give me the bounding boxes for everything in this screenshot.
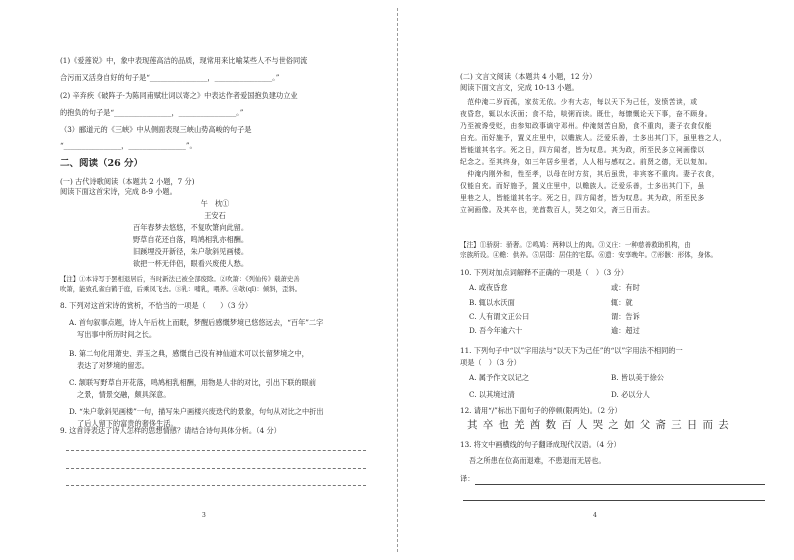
passage-line: 乃至被谗受贬，由参知政事谪守邓州。仲淹刻苦自励，食不重肉，妻子衣食仅能 [460,122,712,130]
question-10-option-b-sentence: B. 辄以水沃面 [469,298,515,307]
question-11-option-d: D. 必以分人 [611,390,650,399]
poem-line: 百年春梦去悠悠，不复吹箫向此留。 [133,223,249,232]
question-10-option-c-gloss: 谓：告诉 [611,312,640,321]
poem-title: 午 枕① [200,199,230,208]
translation-answer-line[interactable] [463,500,765,501]
classical-instruction: 阅读下面文言文，完成 10-13 小题。 [460,83,579,92]
question-2-blank-line: 的抱负的句子是“________________，________________。” [60,108,244,117]
question-10-option-d-gloss: 逾：超过 [611,326,640,335]
poem-note-line: 【注】①本诗写于罢相退居后，当时新法已被全部废除。②吹箫：《列仙传》载萧史善 [60,275,300,283]
question-11: 11. 下列句子中“以”字用法与“以天下为己任”的“以”字用法不相同的一 [460,346,683,355]
question-8-option-c: C. 颔联写野草自开花落，鸣鸠相乳相酬，用物是人非的对比，引出下联的眼前 [69,378,317,387]
question-11-option-a: A. 属予作文以记之 [469,373,530,382]
question-3-blank-line: “________________，________________”。 [60,141,197,150]
passage-line: 自充。而好施予，置义庄里中，以赡族人。泛爱乐善，士多出其门下，虽里巷之人， [460,134,727,142]
answer-line[interactable] [66,468,366,469]
question-3-line: （3）郦道元的《三峡》中从侧面表现三峡山势高峻的句子是 [60,125,252,134]
passage-note-line: 【注】①骄厨：骄奢。②鸣鸠：两种以上的肉。③义庄：一种慈善救助机构，由 [460,241,691,249]
passage-line: 立祠画像。及其卒也，羌酋数百人，哭之如父，斋三日而去。 [460,206,655,214]
question-10-option-a-gloss: 或：有时 [611,283,640,292]
question-12: 12. 请用“/”标出下面句子的停顿(限两处)。（2 分） [460,406,622,415]
question-1-line: (1)《爱莲说》中，象中表现莲高洁的品质，现常用来比喻某些人不与世俗同流 [60,56,308,65]
poem-line: 旧蹊埋没开新径，朱户欹斜见画楼。 [133,247,249,256]
passage-line: 里巷之人，皆能道其名字。死之日，四方闻者，皆为叹息。其为政，所至民多 [460,194,705,202]
answer-line[interactable] [66,485,366,486]
question-10-option-b-gloss: 辄：就 [611,298,633,307]
passage-line: 范仲淹二岁而孤，家贫无依。少有大志，每以天下为己任，发愤苦读，或 [460,98,698,106]
passage-note-line: 宗族所设。④赡：供养。⑤居邸：居住的宅邸。⑥遗：安享晚年。⑦形骸：形体，身体。 [460,251,718,259]
passage-line: 仲淹内刚外和，性至孝，以母在时方贫，其后虽贵，非宾客不重肉。妻子衣食， [460,170,720,178]
poem-line: 野草自花还自落，鸣鸠相乳亦相酬。 [133,235,249,244]
poem-line: 欲把一杯无伴侣，眼看兴废使人愁。 [133,259,249,268]
question-8: 8. 下列对这首宋诗的赏析，不恰当的一项是（ ）（3 分） [60,301,253,310]
question-8-option-b: B. 第二句化用萧史、弄玉之典，感慨自己没有神仙道术可以长留梦境之中， [69,349,309,358]
question-1-blank-line: 合污而又活身自好的句子是“________________，________________。” [60,73,280,82]
passage-line: 仅能自充。而好施予，置义庄里中，以赡族人。泛爱乐善，士多出其门下，虽 [460,182,705,190]
question-9: 9. 这首诗表达了诗人怎样的思想情感？请结合诗句具体分析。（4 分） [60,426,281,435]
question-8-option-b-cont: 表达了对梦境的留恋。 [77,361,149,370]
question-10-option-c-sentence: C. 人有谓文正公曰 [469,312,530,321]
poetry-instruction: 阅读下面这首宋诗，完成 8-9 小题。 [60,187,177,196]
classical-subsection-title: (二) 文言文阅读（本题共 4 小题，12 分） [460,72,597,81]
passage-line: 纪念之。至其终身，如三年居乡里者，人人相与感叹之。前贤之德，无以复加。 [460,158,712,166]
poem-author: 王安石 [204,211,226,220]
question-10: 10. 下列对加点词解释不正确的一项是（ ）（3 分） [460,268,628,277]
passage-line: 皆能道其名字。死之日，四方闻者，皆为叹息。其为政，所至民多立祠画像以 [460,146,705,154]
question-10-option-d-sentence: D. 吾今年逾六十 [469,326,523,335]
section-reading-title: 二、阅读（26 分） [60,158,144,169]
question-11-option-b: B. 皆以美于徐公 [611,373,664,382]
translate-label: 译： [460,474,475,483]
poem-note-line: 吹箫，能致孔雀白鹤于庭，后乘凤飞去。③乳：哺乳，喂养。④欹(qī)：倾斜，歪斜。 [60,285,302,293]
question-10-option-a-sentence: A. 或夜昏怠 [469,283,508,292]
question-13-sentence: 吾之所患在位高而退难，不患退而无居也。 [469,456,606,465]
exam-page-right [397,0,794,560]
question-2-line: (2) 辛弃疾《破阵子·为陈同甫赋壮词以寄之》中表达作者爱国抱负建功立业 [60,91,298,100]
page-number: 4 [593,512,597,519]
question-8-option-d-cont: 了后人留下的富贵的奢侈生活。 [77,419,178,428]
question-8-option-a: A. 首句叙事点题，诗人午后枕上而眠，梦醒后感慨梦境已悠悠远去，“百年”二字 [69,318,324,327]
question-12-sentence[interactable]: 其卒也羌酋数百人哭之如父斋三日而去 [467,419,734,431]
passage-line: 夜昏怠，辄以水沃面；食不给，啖粥而读。既仕，每慷慨论天下事，奋不顾身。 [460,110,712,118]
poetry-subsection-title: (一) 古代诗歌阅读（本题共 2 小题，7 分) [60,177,195,186]
question-11-option-c: C. 以其境过清 [469,390,515,399]
answer-line[interactable] [66,450,366,451]
question-8-option-c-cont: 之景，情景交融，颇具深意。 [77,390,171,399]
question-8-option-d: D. “朱户欹斜见画楼”一句，描写朱户画楼兴废迭代的景象，句句从对比之中折出 [69,407,324,416]
translation-answer-line[interactable] [475,484,765,485]
question-13: 13. 将文中画横线的句子翻译成现代汉语。（4 分） [460,440,621,449]
page-number: 3 [202,512,206,519]
question-11-cont: 项是（ ）（3 分） [460,358,521,367]
question-8-option-a-cont: 写出事中所历时间之长。 [77,330,157,339]
